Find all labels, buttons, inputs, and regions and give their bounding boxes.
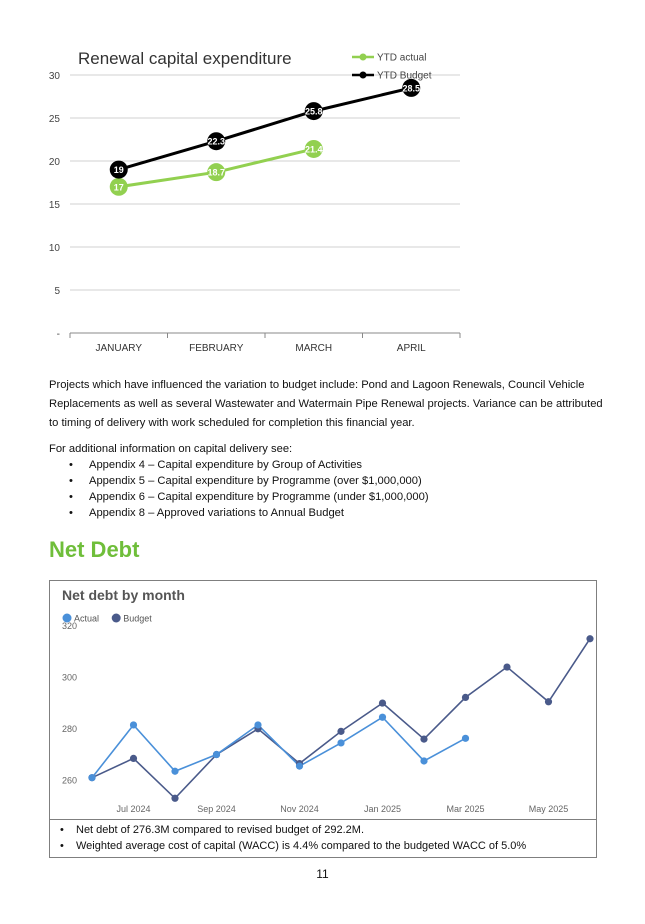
legend-marker: [360, 72, 367, 79]
data-point: [379, 699, 386, 706]
net-debt-bullet: • Weighted average cost of capital (WACC) is 4.4% compared to the budgeted WACC of 5.0%: [50, 838, 596, 854]
data-point: [586, 635, 593, 642]
legend-marker: [360, 54, 367, 61]
appendix-item: • Appendix 4 – Capital expenditure by Group of Activities: [49, 457, 609, 473]
data-label: 28.5: [402, 83, 421, 94]
y-tick-label: 30: [48, 71, 60, 82]
y-tick-label: 15: [48, 200, 60, 211]
data-point: [462, 735, 469, 742]
data-label: 19: [113, 165, 124, 176]
variation-paragraph: Projects which have influenced the variation to budget include: Pond and Lagoon Renewals, Council Vehicle Replacements as well as several Wastewater and Watermain Pipe Renewal projects. Variance can be attributed to timing of delivery with work scheduled for completion this financial year.: [49, 379, 603, 429]
legend-label: Budget: [123, 613, 152, 624]
legend-marker: [112, 614, 121, 623]
data-point: [420, 735, 427, 742]
x-tick-label: May 2025: [528, 804, 569, 814]
y-tick-label: 10: [48, 243, 60, 254]
net-debt-bullets: [50, 819, 596, 857]
data-point: [171, 768, 178, 775]
net-debt-heading: Net Debt: [49, 537, 140, 562]
capex-chart: [40, 40, 470, 360]
series-line: [92, 639, 590, 799]
data-point: [379, 714, 386, 721]
data-point: [545, 698, 552, 705]
data-point: [130, 755, 137, 762]
y-tick-label: 320: [62, 620, 78, 631]
data-label: 18.7: [207, 167, 226, 178]
data-label: 22.3: [207, 136, 226, 147]
data-point: [337, 728, 344, 735]
y-tick-label: 300: [62, 672, 78, 683]
x-tick-label: Jul 2024: [116, 804, 151, 814]
additional-info-paragraph: For additional information on capital delivery see:: [49, 443, 293, 455]
data-label: 21.4: [304, 144, 323, 155]
y-tick-label: 25: [48, 114, 60, 125]
x-tick-label: MARCH: [295, 343, 333, 354]
net-debt-panel: [49, 580, 597, 858]
data-point: [213, 751, 220, 758]
appendix-item: • Appendix 5 – Capital expenditure by Programme (over $1,000,000): [49, 473, 609, 489]
legend-label: YTD actual: [377, 52, 427, 64]
net-debt-bullet: • Net debt of 276.3M compared to revised budget of 292.2M.: [50, 822, 596, 838]
y-tick-label: 5: [54, 286, 60, 297]
x-tick-label: JANUARY: [95, 343, 142, 354]
appendix-item: • Appendix 8 – Approved variations to Annual Budget: [49, 505, 609, 521]
net-debt-chart: [50, 581, 596, 819]
x-tick-label: APRIL: [396, 343, 426, 354]
net-debt-chart-title: Net debt by month: [62, 587, 185, 603]
data-point: [462, 694, 469, 701]
data-point: [337, 739, 344, 746]
data-label: 17: [113, 182, 124, 193]
x-tick-label: Nov 2024: [280, 804, 319, 814]
data-point: [503, 663, 510, 670]
y-tick-label: 260: [62, 775, 78, 786]
capex-chart-title: Renewal capital expenditure: [78, 49, 292, 68]
data-point: [88, 774, 95, 781]
series-line: [119, 88, 412, 170]
data-point: [420, 757, 427, 764]
data-point: [254, 721, 261, 728]
x-tick-label: Jan 2025: [363, 804, 402, 814]
legend-label: Actual: [74, 613, 100, 624]
y-tick-label: 20: [48, 157, 60, 168]
data-point: [171, 795, 178, 802]
legend-label: YTD Budget: [377, 70, 432, 82]
data-point: [130, 721, 137, 728]
y-tick-label: 280: [62, 723, 78, 734]
y-tick-label: -: [56, 329, 60, 340]
x-tick-label: Sep 2024: [197, 804, 236, 814]
x-tick-label: Mar 2025: [446, 804, 485, 814]
data-point: [296, 763, 303, 770]
page-number: 11: [316, 867, 329, 881]
appendix-list: [49, 457, 609, 521]
data-label: 25.8: [304, 106, 323, 117]
appendix-item: • Appendix 6 – Capital expenditure by Programme (under $1,000,000): [49, 489, 609, 505]
x-tick-label: FEBRUARY: [189, 343, 244, 354]
